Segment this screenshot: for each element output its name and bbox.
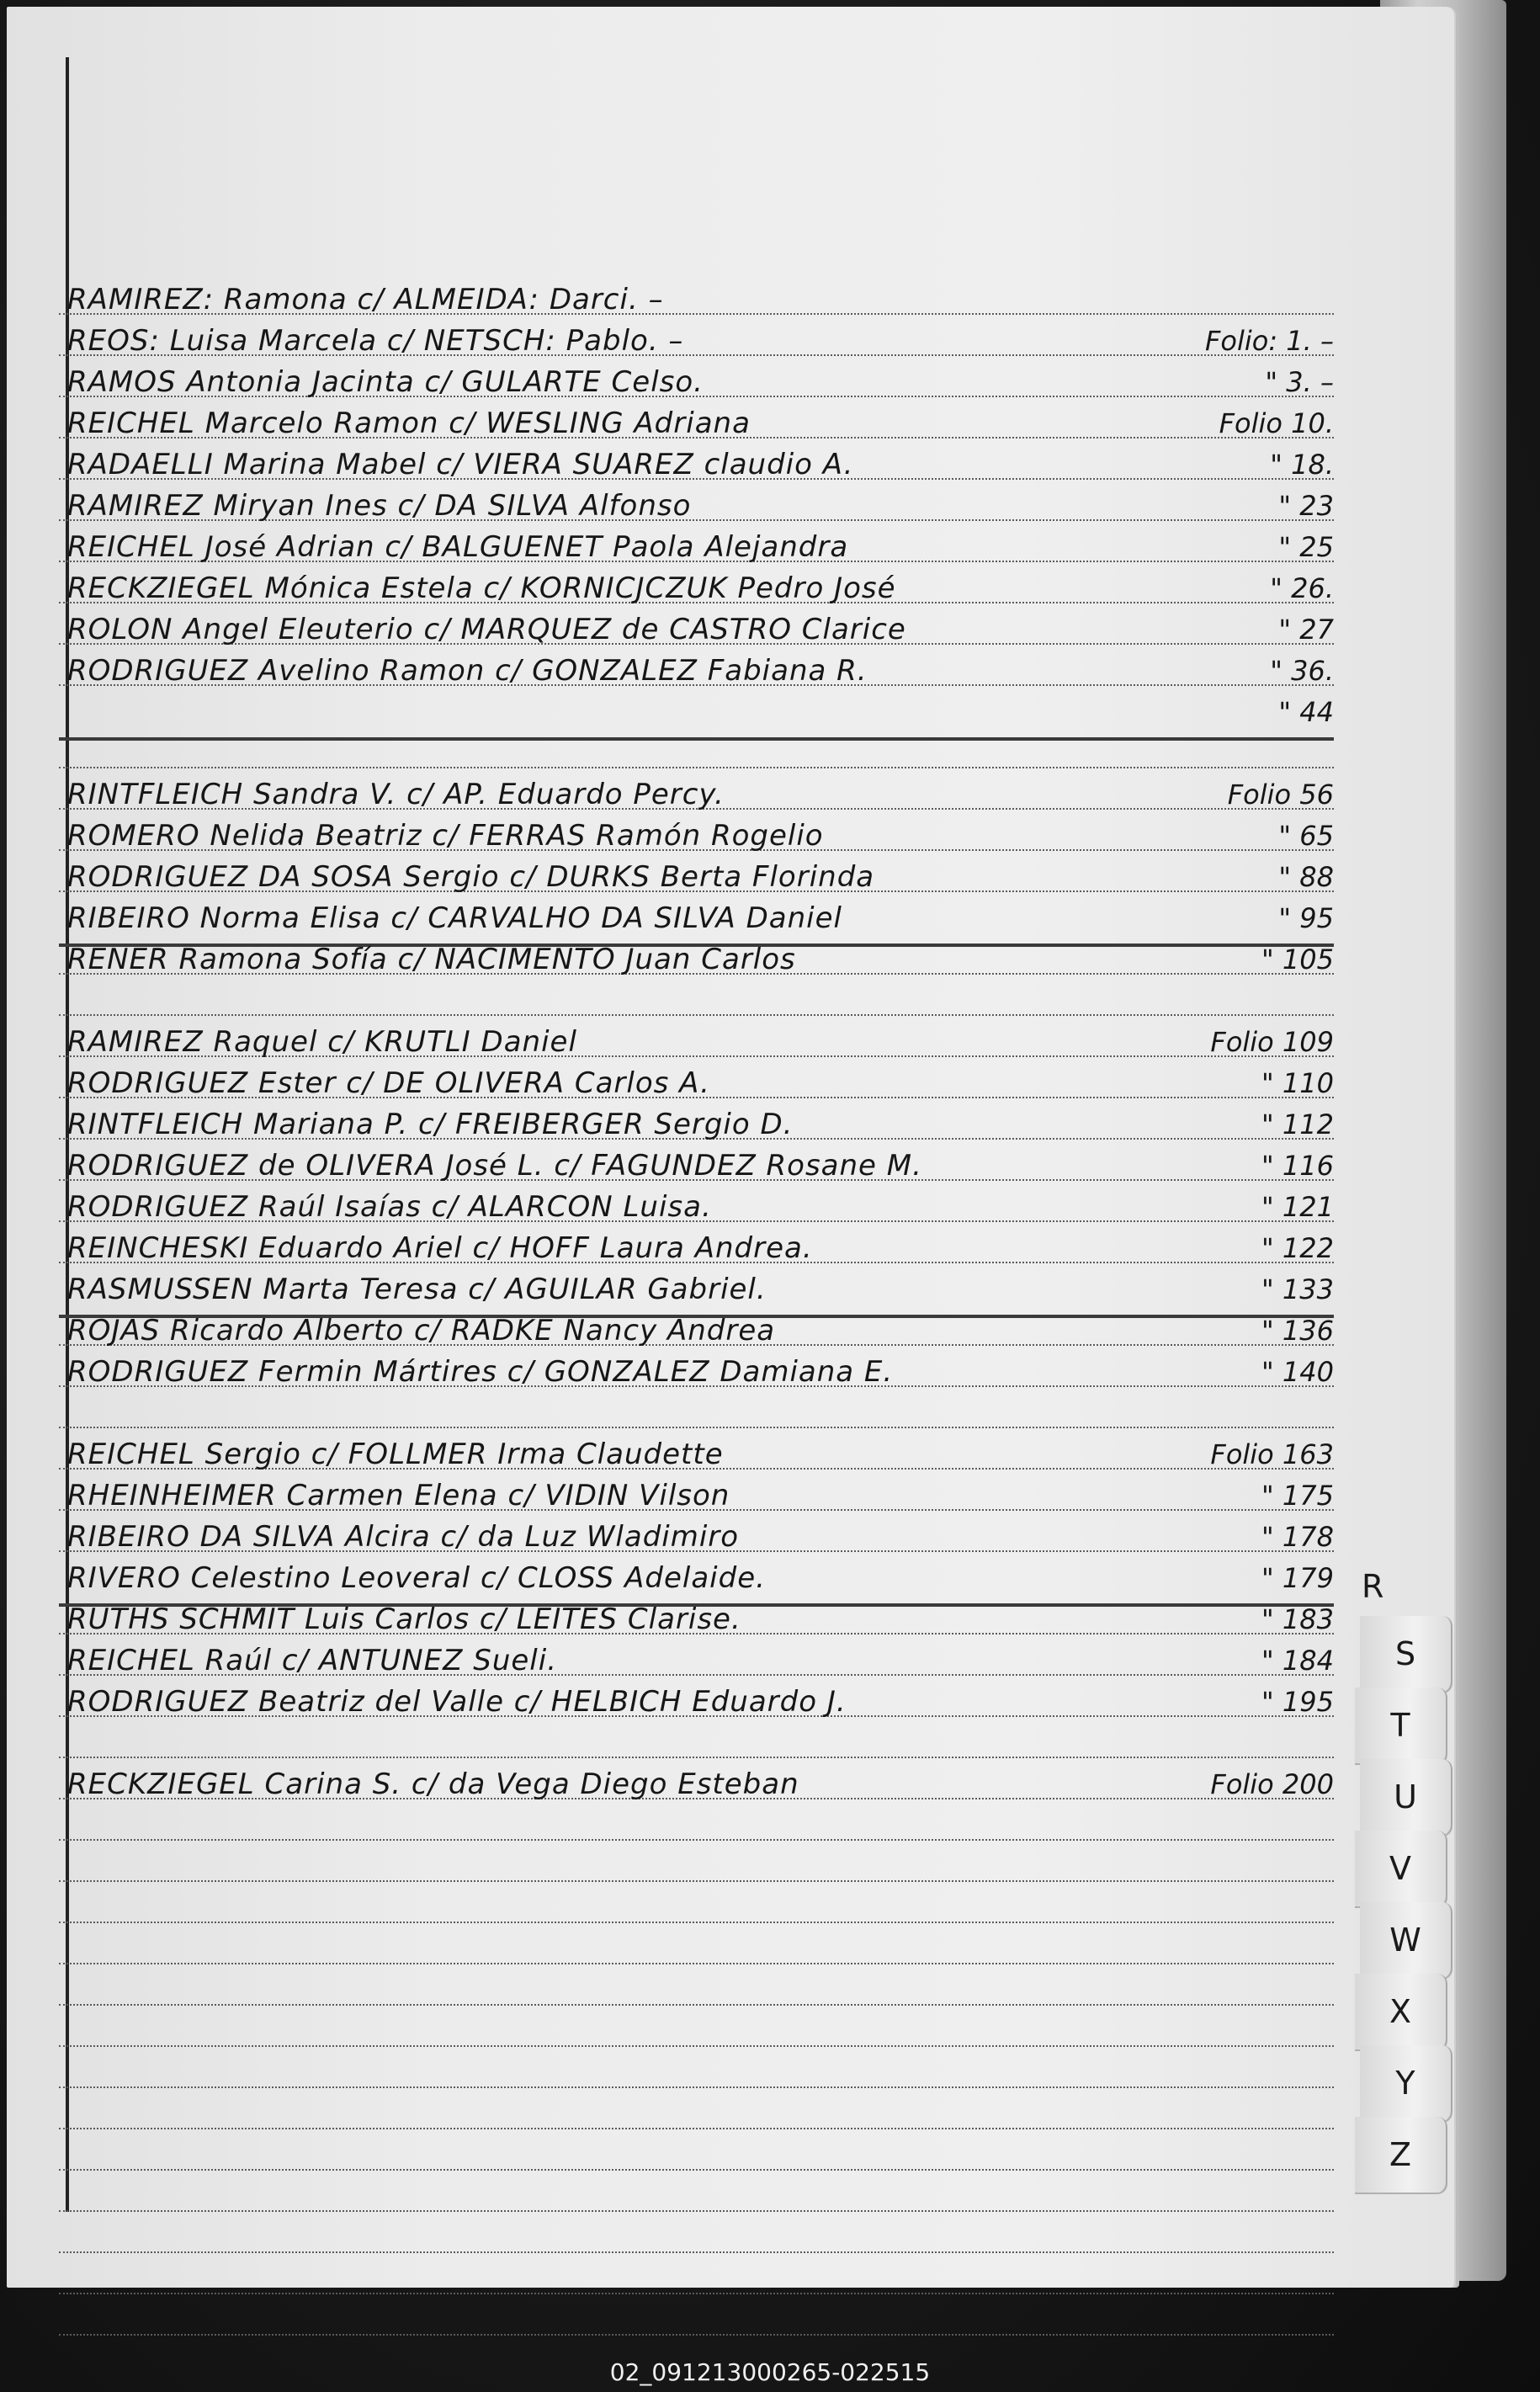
entry-folio: " 26. <box>1270 572 1334 604</box>
entry-names: RINTFLEICH Sandra V. c/ AP. Eduardo Percy. <box>67 778 725 811</box>
entry-names: REICHEL Marcelo Ramon c/ WESLING Adriana <box>67 407 751 440</box>
register-entry <box>67 812 1334 854</box>
register-entry <box>67 400 1334 442</box>
register-entry <box>67 895 1334 937</box>
entry-folio: " 195 <box>1261 1686 1334 1718</box>
index-tab-letter: R <box>1362 1568 1384 1605</box>
entry-folio: Folio: 1. – <box>1205 325 1334 357</box>
register-entry <box>67 853 1334 896</box>
ruled-line <box>59 2169 1334 2171</box>
entry-folio: " 25 <box>1278 531 1334 563</box>
entry-folio: " 3. – <box>1265 366 1334 398</box>
ruled-line <box>59 1880 1334 1882</box>
register-entry <box>67 441 1334 483</box>
entry-names: RIBEIRO Norma Elisa c/ CARVALHO DA SILVA Daniel <box>67 901 842 935</box>
ruled-line <box>59 1757 1334 1758</box>
entry-folio: " 116 <box>1261 1150 1334 1182</box>
entry-names: RENER Ramona Sofía c/ NACIMENTO Juan Carlos <box>67 943 796 976</box>
ruled-line <box>59 1963 1334 1964</box>
register-entry <box>67 1637 1334 1679</box>
register-entry <box>67 647 1334 689</box>
entry-names: REOS: Luisa Marcela c/ NETSCH: Pablo. – <box>67 324 684 358</box>
entry-names: ROMERO Nelida Beatriz c/ FERRAS Ramón Rogelio <box>67 819 824 853</box>
ruled-line <box>59 2210 1334 2212</box>
ruled-line <box>59 2004 1334 2006</box>
register-entry <box>67 317 1334 359</box>
index-tab-s[interactable] <box>1360 1616 1452 1692</box>
register-entry <box>67 1513 1334 1555</box>
register-entry <box>67 1060 1334 1102</box>
entry-names: RODRIGUEZ Avelino Ramon c/ GONZALEZ Fabiana R. <box>67 654 868 688</box>
index-tab-u[interactable] <box>1360 1759 1452 1835</box>
register-entry <box>67 1183 1334 1225</box>
register-entry <box>67 1307 1334 1349</box>
register-entry <box>67 1431 1334 1473</box>
entry-folio: Folio 10. <box>1219 407 1334 439</box>
entry-names: RAMIREZ Raquel c/ KRUTLI Daniel <box>67 1025 577 1059</box>
register-entry <box>67 1225 1334 1267</box>
register-entry <box>67 1596 1334 1638</box>
entry-names: RUTHS SCHMIT Luis Carlos c/ LEITES Clarise. <box>67 1603 741 1636</box>
entry-names: RAMIREZ Miryan Ines c/ DA SILVA Alfonso <box>67 489 692 523</box>
scan-reference-code: 02_091213000265-022515 <box>609 2358 931 2386</box>
alphabet-index-tabs <box>1346 1557 1464 2230</box>
entry-names: REICHEL Raúl c/ ANTUNEZ Sueli. <box>67 1644 558 1677</box>
entry-folio: " 121 <box>1261 1191 1334 1223</box>
register-entry <box>67 936 1334 978</box>
entry-names: RECKZIEGEL Mónica Estela c/ KORNICJCZUK Pedro José <box>67 571 896 605</box>
entry-names: RODRIGUEZ DA SOSA Sergio c/ DURKS Berta Florinda <box>67 860 875 894</box>
entry-folio: Folio 200 <box>1210 1768 1334 1800</box>
entry-names: RAMOS Antonia Jacinta c/ GULARTE Celso. <box>67 365 704 399</box>
register-entry <box>67 482 1334 524</box>
ruled-line <box>59 2251 1334 2253</box>
entry-folio: " 105 <box>1261 944 1334 975</box>
section-divider <box>59 737 1334 741</box>
entry-folio: " 184 <box>1261 1645 1334 1677</box>
register-sheet <box>7 7 1454 2288</box>
ruled-line <box>59 2086 1334 2088</box>
index-tab-letter: Y <box>1395 2065 1415 2102</box>
index-tab-y[interactable] <box>1360 2045 1452 2121</box>
entry-folio: " 18. <box>1270 449 1334 481</box>
entry-folio: " 178 <box>1261 1521 1334 1553</box>
entry-folio: " 175 <box>1261 1480 1334 1512</box>
entry-names: RIVERO Celestino Leoveral c/ CLOSS Adelaide. <box>67 1561 766 1595</box>
index-tab-z[interactable] <box>1355 2117 1447 2193</box>
entry-names: RODRIGUEZ Raúl Isaías c/ ALARCON Luisa. <box>67 1190 712 1224</box>
ruled-line <box>59 1427 1334 1428</box>
register-entry <box>67 1101 1334 1143</box>
entry-folio: " 44 <box>1278 696 1334 728</box>
entry-folio: " 27 <box>1278 614 1334 646</box>
index-tab-v[interactable] <box>1355 1831 1447 1906</box>
entry-folio: " 179 <box>1261 1562 1334 1594</box>
entry-names: RHEINHEIMER Carmen Elena c/ VIDIN Vilson <box>67 1479 730 1512</box>
entry-names: RODRIGUEZ Ester c/ DE OLIVERA Carlos A. <box>67 1066 710 1100</box>
register-entry <box>67 1142 1334 1184</box>
entry-folio: " 110 <box>1261 1067 1334 1099</box>
entry-folio: " 183 <box>1261 1603 1334 1635</box>
entry-folio: " 133 <box>1261 1273 1334 1305</box>
register-entry <box>67 359 1334 401</box>
ruled-line <box>59 2128 1334 2129</box>
entry-folio: " 65 <box>1278 820 1334 852</box>
register-entry <box>67 524 1334 566</box>
entry-names: REICHEL Sergio c/ FOLLMER Irma Claudette <box>67 1438 724 1471</box>
register-entry <box>67 1555 1334 1597</box>
register-entry <box>67 771 1334 813</box>
register-entry <box>67 565 1334 607</box>
entry-folio: " 122 <box>1261 1232 1334 1264</box>
entry-names: RADAELLI Marina Mabel c/ VIERA SUAREZ claudio A. <box>67 448 854 481</box>
register-entry <box>67 276 1334 318</box>
entry-folio: Folio 163 <box>1210 1438 1334 1470</box>
index-tab-x[interactable] <box>1355 1974 1447 2049</box>
register-entry <box>67 1018 1334 1060</box>
register-entry <box>67 606 1334 648</box>
entry-names: RODRIGUEZ de OLIVERA José L. c/ FAGUNDEZ Rosane M. <box>67 1149 922 1183</box>
entry-names: REINCHESKI Eduardo Ariel c/ HOFF Laura Andrea. <box>67 1231 813 1265</box>
ruled-line <box>59 2045 1334 2047</box>
index-tab-letter: Z <box>1389 2136 1412 2173</box>
register-entry <box>67 1472 1334 1514</box>
entry-folio: " 23 <box>1278 490 1334 522</box>
entry-folio: " 136 <box>1261 1315 1334 1347</box>
entry-names: RECKZIEGEL Carina S. c/ da Vega Diego Esteban <box>67 1767 799 1801</box>
index-tab-t[interactable] <box>1355 1688 1447 1763</box>
entry-names: RODRIGUEZ Beatriz del Valle c/ HELBICH Eduardo J. <box>67 1685 847 1719</box>
entry-names: ROJAS Ricardo Alberto c/ RADKE Nancy Andrea <box>67 1314 776 1347</box>
entry-names: RODRIGUEZ Fermin Mártires c/ GONZALEZ Damiana E. <box>67 1355 894 1389</box>
index-tab-letter: X <box>1389 1993 1412 2030</box>
ruled-line <box>59 2334 1334 2336</box>
register-entry <box>67 1266 1334 1308</box>
entry-folio: Folio 109 <box>1210 1026 1334 1058</box>
ruled-line <box>59 1839 1334 1841</box>
index-tab-letter: T <box>1390 1707 1410 1744</box>
ruled-line <box>59 1014 1334 1016</box>
entry-names: RINTFLEICH Mariana P. c/ FREIBERGER Sergio D. <box>67 1108 794 1141</box>
register-entry <box>67 1678 1334 1720</box>
index-tab-w[interactable] <box>1360 1902 1452 1978</box>
ruled-line <box>59 2293 1334 2294</box>
entry-folio: " 95 <box>1278 902 1334 934</box>
register-entry <box>67 1761 1334 1803</box>
entry-names: ROLON Angel Eleuterio c/ MARQUEZ de CASTRO Clarice <box>67 613 906 646</box>
entry-folio: Folio 56 <box>1227 779 1334 811</box>
index-tab-letter: W <box>1389 1922 1421 1959</box>
entry-folio: " 88 <box>1278 861 1334 893</box>
index-tab-letter: V <box>1389 1850 1411 1887</box>
register-entry <box>67 1348 1334 1390</box>
index-tab-letter: S <box>1394 1635 1416 1672</box>
entry-folio: " 140 <box>1261 1356 1334 1388</box>
register-entry <box>67 688 1334 731</box>
index-tab-letter: U <box>1394 1778 1417 1815</box>
entry-names: REICHEL José Adrian c/ BALGUENET Paola Alejandra <box>67 530 849 564</box>
entry-folio: " 36. <box>1270 655 1334 687</box>
entry-folio: " 112 <box>1261 1108 1334 1140</box>
entry-names: RIBEIRO DA SILVA Alcira c/ da Luz Wladimiro <box>67 1520 740 1554</box>
ruled-line <box>59 1922 1334 1923</box>
entry-names: RAMIREZ: Ramona c/ ALMEIDA: Darci. – <box>67 283 664 316</box>
ruled-line <box>59 767 1334 768</box>
entry-names: RASMUSSEN Marta Teresa c/ AGUILAR Gabriel. <box>67 1273 767 1306</box>
